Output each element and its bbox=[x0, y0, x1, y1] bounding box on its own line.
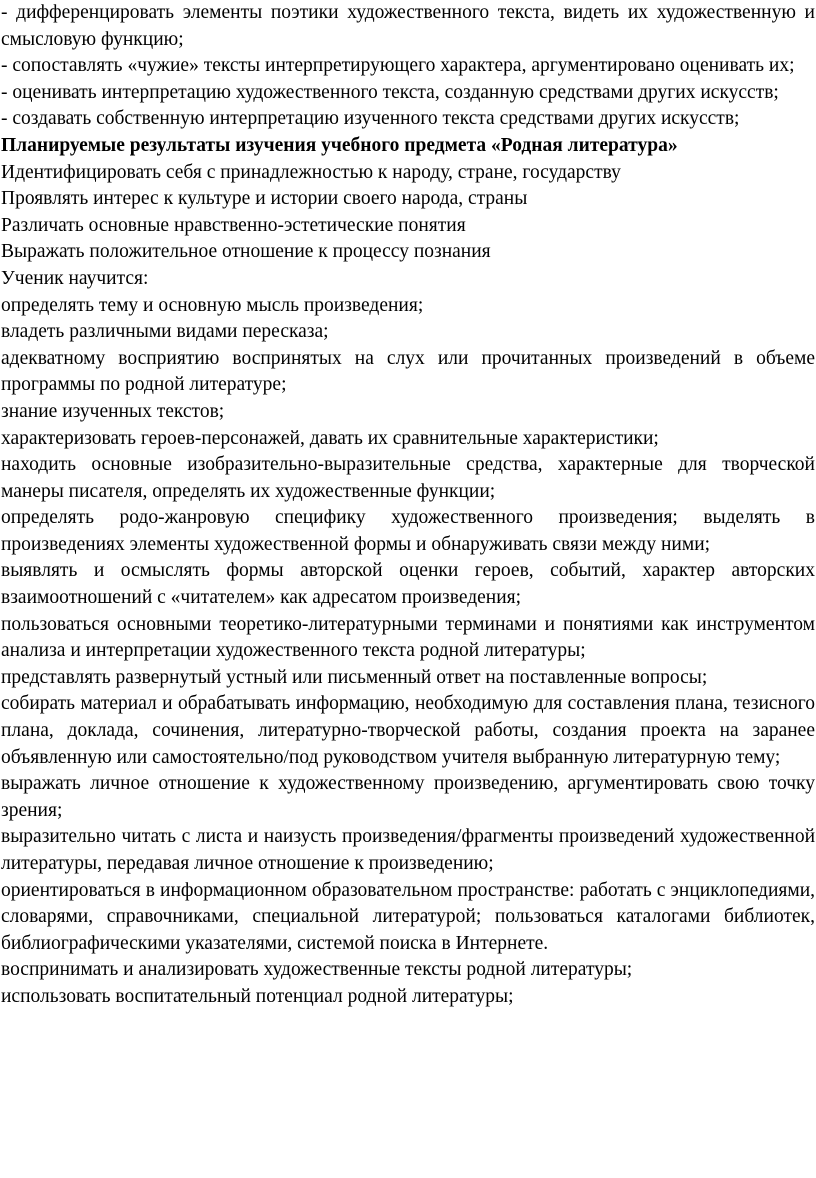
list-item: определять тему и основную мысль произведения; bbox=[1, 294, 424, 316]
list-item: воспринимать и анализировать художественные тексты родной литературы; bbox=[1, 959, 633, 981]
list-item: характеризовать героев-персонажей, давать их сравнительные характеристики; bbox=[1, 427, 659, 449]
list-item: использовать воспитательный потенциал родной литературы; bbox=[1, 985, 514, 1007]
personal-result-cognition: Выражать положительное отношение к процессу познания bbox=[1, 241, 491, 263]
list-item: находить основные изобразительно-выразительные средства, характерные для творческой манеры писателя, определять их художественные функции; bbox=[1, 454, 815, 502]
bullet-item-evaluate-interpretation: - оценивать интерпретацию художественного текста, созданную средствами других искусств; bbox=[1, 81, 779, 103]
bullet-item-compare-texts: - сопоставлять «чужие» тексты интерпретирующего характера, аргументировано оценивать их; bbox=[1, 55, 795, 77]
personal-result-culture: Проявлять интерес к культуре и истории своего народа, страны bbox=[1, 188, 528, 210]
list-item: адекватному восприятию воспринятых на слух или прочитанных произведений в объеме программы по родной литературе; bbox=[1, 347, 815, 396]
bullet-item-own-interpretation: - создавать собственную интерпретацию изученного текста средствами других искусств; bbox=[1, 108, 740, 130]
bullet-item-poetics: - дифференцировать элементы поэтики художественного текста, видеть их художественную и смысловую функцию; bbox=[1, 2, 815, 50]
personal-result-moral-concepts: Различать основные нравственно-эстетические понятия bbox=[1, 214, 466, 236]
list-item: выявлять и осмыслять формы авторской оценки героев, событий, характер авторских взаимоотношений с «читателем» как адресатом произведения; bbox=[1, 560, 815, 609]
list-item: собирать материал и обрабатывать информацию, необходимую для составления плана, тезисного плана, доклада, сочинения, литературно-творческой работы, создания проекта на заранее объявленную или самостоятельно/под руководством учителя выбранную литературную тему; bbox=[1, 693, 815, 768]
list-item: пользоваться основными теоретико-литературными терминами и понятиями как инструментом анализа и интерпретации художественного текста родной литературы; bbox=[1, 613, 815, 662]
section-heading: Планируемые результаты изучения учебного предмета «Родная литература» bbox=[1, 134, 678, 156]
list-item: владеть различными видами пересказа; bbox=[1, 321, 329, 343]
list-item: ориентироваться в информационном образовательном пространстве: работать с энциклопедиями, словарями, справочниками, специальной литературой; пользоваться каталогами библиотек, библиографическими указателями, системой поиска в Интернете. bbox=[1, 879, 815, 954]
list-item: выразительно читать с листа и наизусть произведения/фрагменты произведений художественной литературы, передавая личное отношение к произведению; bbox=[1, 826, 815, 874]
list-item: определять родо-жанровую специфику художественного произведения; выделять в произведениях элементы художественной формы и обнаруживать связи между ними; bbox=[1, 507, 815, 555]
personal-result-identity: Идентифицировать себя с принадлежностью к народу, стране, государству bbox=[1, 161, 621, 183]
list-item: знание изученных текстов; bbox=[1, 400, 225, 422]
list-item: выражать личное отношение к художественному произведению, аргументировать свою точку зрения; bbox=[1, 773, 815, 821]
list-item: представлять развернутый устный или письменный ответ на поставленные вопросы; bbox=[1, 666, 708, 688]
student-intro: Ученик научится: bbox=[1, 267, 149, 289]
